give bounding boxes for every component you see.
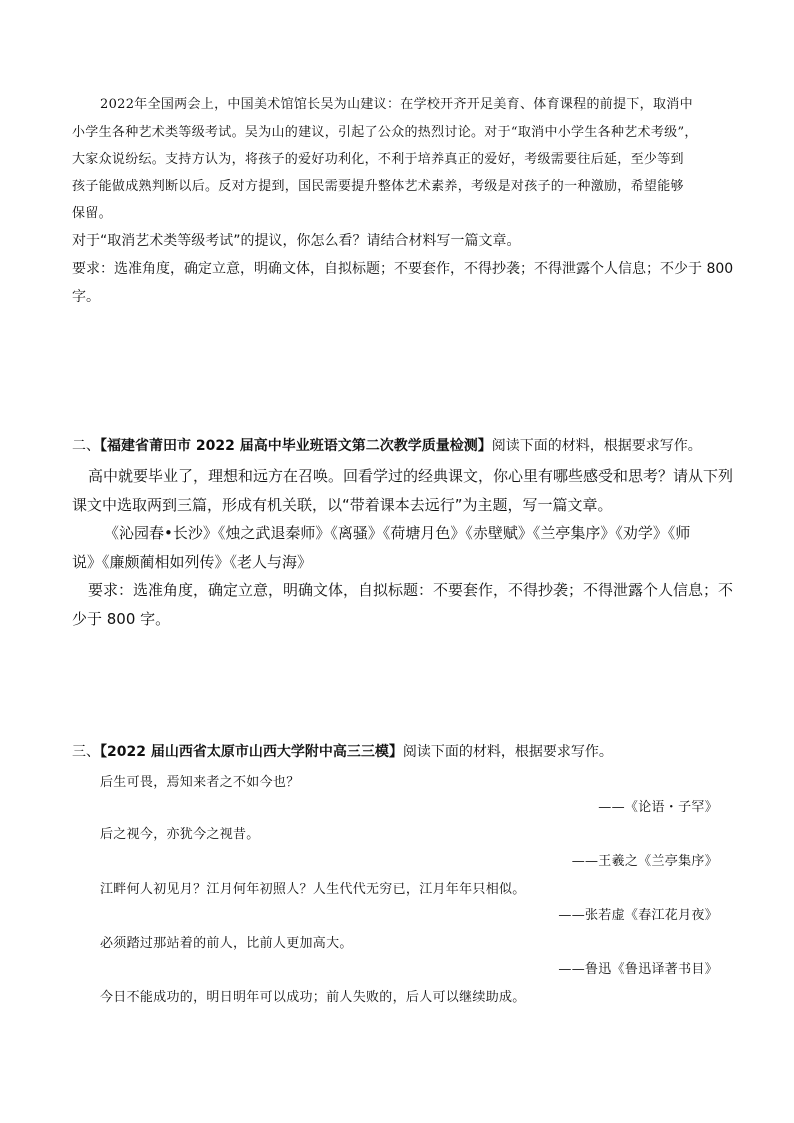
q3-quote-4: 必须踏过那站着的前人，比前人更加高大。 — [100, 936, 353, 951]
q1-material-line-1: 2022年全国两会上，中国美术馆馆长吴为山建议：在学校开齐开足美育、体育课程的前提下，取消中 — [100, 97, 693, 112]
q3-quote-3-attribution: ——张若虚《春江花月夜》 — [558, 908, 718, 923]
q2-material-line-1: 高中就要毕业了，理想和远方在召唤。回看学过的经典课文，你心里有哪些感受和思考？请从下列 — [88, 467, 734, 485]
q1-material-line-5: 保留。 — [72, 206, 112, 221]
q3-quote-2: 后之视今，亦犹今之视昔。 — [100, 827, 260, 842]
q3-quote-1: 后生可畏，焉知来者之不如今也？ — [100, 775, 300, 790]
q2-requirement-line-2: 少于 800 字。 — [72, 610, 171, 628]
q2-requirement-line-1: 要求：选准角度，确定立意，明确文体，自拟标题：不要套作，不得抄袭；不得泄露个人信息；不 — [88, 581, 734, 599]
q1-prompt: 对于“取消艺术类等级考试”的提议，你怎么看？请结合材料写一篇文章。 — [72, 233, 521, 249]
q3-quote-4-attribution: ——鲁迅《鲁迅译著书目》 — [558, 962, 718, 977]
q3-quote-1-attribution: ——《论语・子罕》 — [598, 800, 718, 815]
q3-instruction: 阅读下面的材料，根据要求写作。 — [402, 744, 613, 760]
q1-material-line-3: 大家众说纷纭。支持方认为，将孩子的爱好功利化，不利于培养真正的爱好，考级需要往后延，至少等到 — [72, 152, 684, 167]
q2-material-line-2: 课文中选取两到三篇，形成有机关联，以“带着课本去远行”为主题，写一篇文章。 — [72, 496, 613, 514]
q1-requirement-line-1: 要求：选准角度，确定立意，明确文体，自拟标题；不要套作，不得抄袭；不得泄露个人信息；不少于 800 — [72, 261, 734, 277]
q3-source: 【2022 届山西省太原市山西大学附中高三三模】 — [100, 744, 403, 760]
q3-quote-3: 江畔何人初见月？江月何年初照人？人生代代无穷已，江月年年只相似。 — [100, 882, 526, 897]
q3-number: 三、 — [72, 744, 100, 760]
q2-number: 二、 — [72, 438, 100, 454]
q2-instruction: 阅读下面的材料，根据要求写作。 — [491, 438, 702, 454]
q2-text-list-line-2: 说》《廉颇蔺相如列传》《老人与海》 — [72, 553, 313, 571]
q3-quote-2-attribution: ——王羲之《兰亭集序》 — [571, 854, 718, 869]
q2-source: 【福建省莆田市 2022 届高中毕业班语文第二次教学质量检测】 — [100, 438, 492, 454]
q3-heading — [72, 745, 613, 759]
q2-text-list-line-1: 《沁园春•长沙》《烛之武退秦师》《离骚》《荷塘月色》《赤壁赋》《兰亭集序》《劝学》《师 — [104, 524, 691, 542]
q2-heading — [72, 439, 702, 453]
q3-quote-5: 今日不能成功的，明日明年可以成功；前人失败的，后人可以继续助成。 — [100, 990, 526, 1005]
q1-material-line-2: 小学生各种艺术类等级考试。吴为山的建议，引起了公众的热烈讨论。对于“取消中小学生各种艺术考级”， — [72, 125, 698, 140]
q1-material-line-4: 孩子能做成熟判断以后。反对方提到，国民需要提升整体艺术素养，考级是对孩子的一种激励，希望能够 — [72, 179, 684, 194]
q1-requirement-line-2: 字。 — [72, 289, 100, 305]
